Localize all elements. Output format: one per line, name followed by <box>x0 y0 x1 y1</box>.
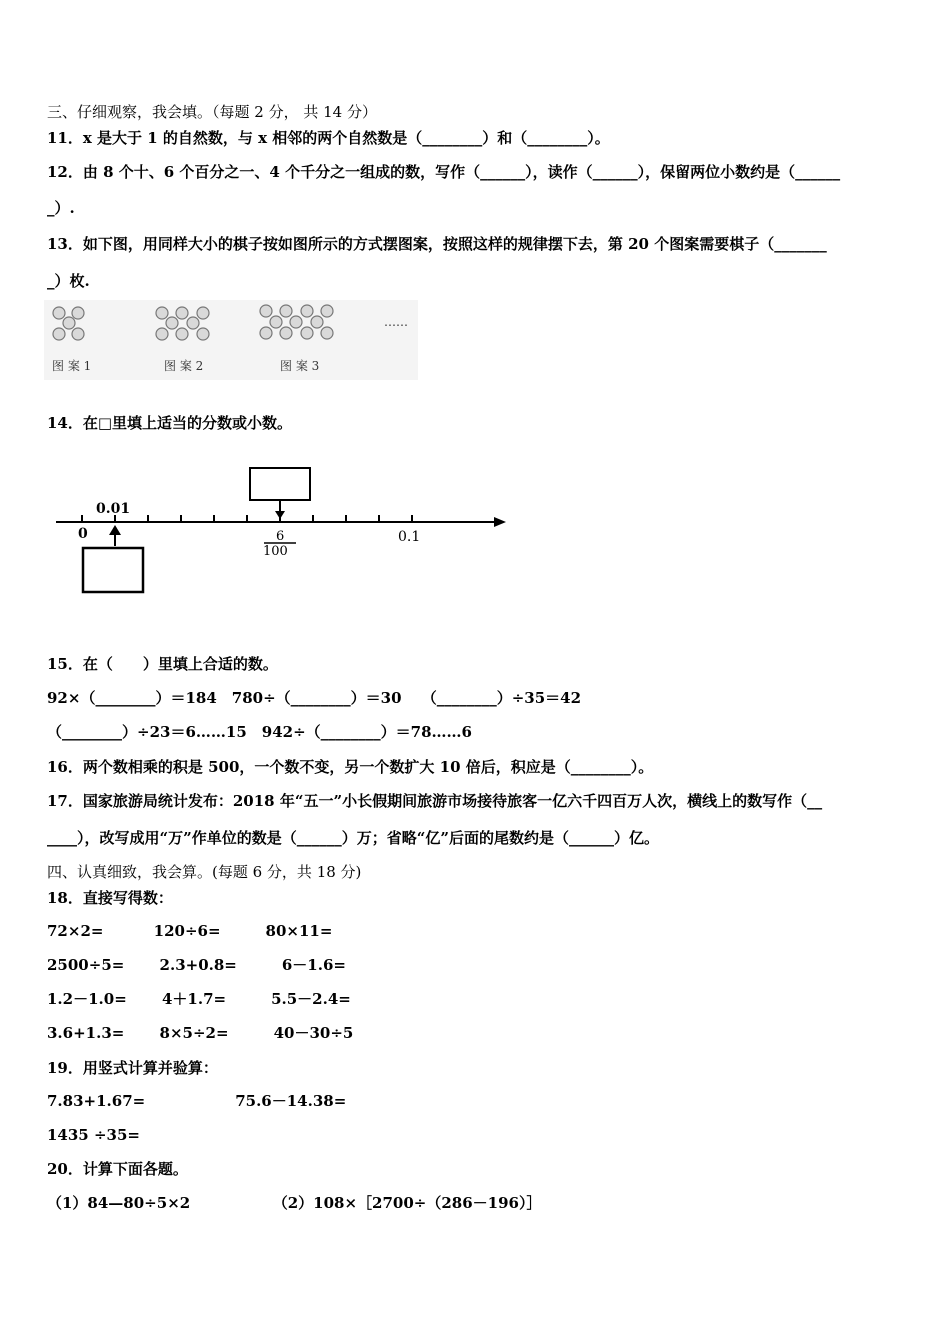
label-0-1: 0.1 <box>398 529 421 545</box>
chess-pattern-figure <box>44 300 418 380</box>
question-13-line2: _）枚. <box>47 272 90 290</box>
question-17-line1: 17．国家旅游局统计发布：2018 年“五一”小长假期间旅游市场接待旅客一亿六千四百万人次，横线上的数写作（__ <box>47 792 823 810</box>
number-line-figure <box>50 462 510 598</box>
answer-box-top[interactable] <box>250 468 310 500</box>
question-12-line2: _）. <box>47 199 75 217</box>
question-19: 19．用竖式计算并验算： <box>47 1059 218 1077</box>
arrow-up-head-icon <box>109 525 121 535</box>
question-11: 11．x 是大于 1 的自然数，与 x 相邻的两个自然数是（________）和（________）。 <box>47 129 610 147</box>
question-13-line1: 13．如下图，用同样大小的棋子按如图所示的方式摆图案，按照这样的规律摆下去，第 20 个图案需要棋子（_______ <box>47 235 827 253</box>
q19-row-1: 7.83+1.67= 75.6－14.38= <box>47 1092 347 1110</box>
pattern-1-caption: 图 案 1 <box>52 359 92 373</box>
answer-box-bottom[interactable] <box>83 548 143 592</box>
q18-row-1: 72×2= 120÷6= 80×11= <box>47 922 333 940</box>
q20-row: （1）84—80÷5×2 （2）108×［2700÷（286－196）］ <box>47 1194 542 1212</box>
question-15-row2: （________）÷23＝6……15 942÷（________）＝78……6 <box>47 723 472 741</box>
number-line-ticks <box>82 515 412 522</box>
number-line-arrow <box>494 517 506 527</box>
q18-row-2: 2500÷5= 2.3+0.8= 6－1.6= <box>47 956 346 974</box>
arrow-down-head-icon <box>275 511 285 519</box>
q18-row-4: 3.6+1.3= 8×5÷2= 40－30÷5 <box>47 1024 354 1042</box>
section3-title: 三、仔细观察，我会填。（每题 2 分， 共 14 分） <box>47 103 377 121</box>
question-15: 15．在（ ）里填上合适的数。 <box>47 655 278 673</box>
section4-title: 四、认真细致，我会算。(每题 6 分，共 18 分) <box>47 863 362 881</box>
question-14: 14．在□里填上适当的分数或小数。 <box>47 414 293 432</box>
pattern-2-caption: 图 案 2 <box>164 359 204 373</box>
q18-row-3: 1.2－1.0= 4＋1.7= 5.5－2.4= <box>47 990 351 1008</box>
label-frac-denominator: 100 <box>263 544 288 559</box>
pattern-3-caption: 图 案 3 <box>280 359 320 373</box>
pattern-ellipsis: …… <box>384 315 408 329</box>
label-0-01: 0.01 <box>96 501 131 517</box>
question-12-line1: 12．由 8 个十、6 个百分之一、4 个千分之一组成的数，写作（______），读作（______），保留两位小数约是（______ <box>47 163 841 181</box>
question-17-line2: ____），改写成用“万”作单位的数是（______）万；省略“亿”后面的尾数约是（______）亿。 <box>47 829 660 847</box>
label-zero: 0 <box>78 526 88 542</box>
question-16: 16．两个数相乘的积是 500，一个数不变，另一个数扩大 10 倍后，积应是（________）。 <box>47 758 654 776</box>
question-18: 18．直接写得数： <box>47 889 173 907</box>
question-15-row1: 92×（________）＝184 780÷（________）＝30 （________）÷35＝42 <box>47 689 582 707</box>
question-20: 20．计算下面各题。 <box>47 1160 188 1178</box>
label-frac-numerator: 6 <box>276 529 285 544</box>
q19-row-2: 1435 ÷35= <box>47 1126 140 1144</box>
